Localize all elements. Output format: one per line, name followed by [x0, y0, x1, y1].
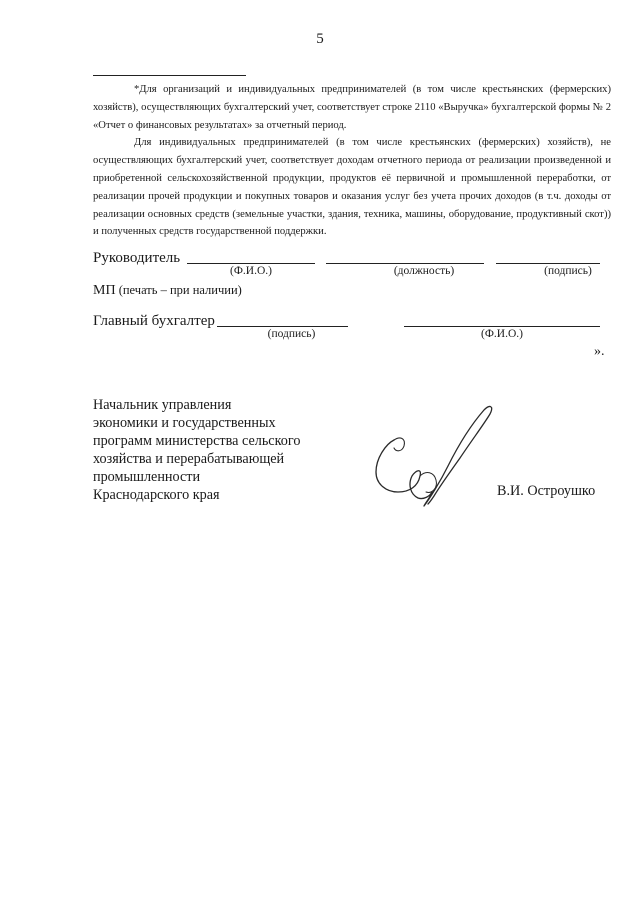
- chief-accountant-label: Главный бухгалтер: [93, 313, 215, 329]
- footnote-paragraph-1: *Для организаций и индивидуальных предпринимателей (в том числе крестьянских (фермерских) хозяйств), осуществляющих бухгалтерский учет, соответствует строке 2110 «Выручка» бухгалтерской формы № 2 «Отчет о финансовых результатах» за отчетный период.: [93, 84, 611, 131]
- head-signature-line: [496, 263, 600, 264]
- signer-title-line: Начальник управления: [93, 397, 232, 413]
- chief-accountant-fio-line: [404, 326, 600, 327]
- page-number: 5: [316, 31, 324, 47]
- footnote-paragraph-2: Для индивидуальных предпринимателей (в том числе крестьянских (фермерских) хозяйств), не осуществляющих бухгалтерский учет, соответствует доходам отчетного периода от реализации произведенной и приобретенной сельскохозяйственной продукции, продуктов её первичной и промышленной переработки, от реализации прочей продукции и покупных товаров и оказания услуг без учета прочих доходов (в т.ч. доходы от реализации основных средств (земельные участки, здания, техника, машины, оборудование, продуктивный скот)) и полученных средств государственной поддержки.: [93, 137, 611, 238]
- head-fio-caption: (Ф.И.О.): [230, 265, 272, 277]
- signer-title-line: программ министерства сельского: [93, 433, 301, 449]
- footnote-separator: [93, 75, 246, 76]
- chief-accountant-signature-caption: (подпись): [267, 328, 316, 340]
- head-fio-line: [187, 263, 315, 264]
- stamp-label: МП: [93, 283, 116, 298]
- signer-title-line: промышленности: [93, 469, 201, 485]
- footnote: [93, 81, 611, 241]
- signer-title-line: экономики и государственных: [93, 415, 276, 431]
- head-position-caption: (должность): [393, 265, 455, 277]
- stamp-label-note: (печать – при наличии): [118, 283, 242, 297]
- chief-accountant-signature-line: [217, 326, 348, 327]
- signer-name: В.И. Остроушко: [497, 483, 596, 499]
- closing-quote: ».: [594, 344, 605, 359]
- signer-title-line: Краснодарского края: [93, 487, 220, 503]
- signer-title-line: хозяйства и перерабатывающей: [93, 451, 285, 467]
- handwritten-signature: [360, 400, 510, 510]
- head-signature-caption: (подпись): [544, 265, 592, 277]
- signer-title: [93, 396, 300, 504]
- stamp-note: [93, 283, 242, 299]
- head-label: Руководитель: [93, 250, 181, 266]
- head-position-line: [326, 263, 484, 264]
- chief-accountant-fio-caption: (Ф.И.О.): [481, 328, 523, 340]
